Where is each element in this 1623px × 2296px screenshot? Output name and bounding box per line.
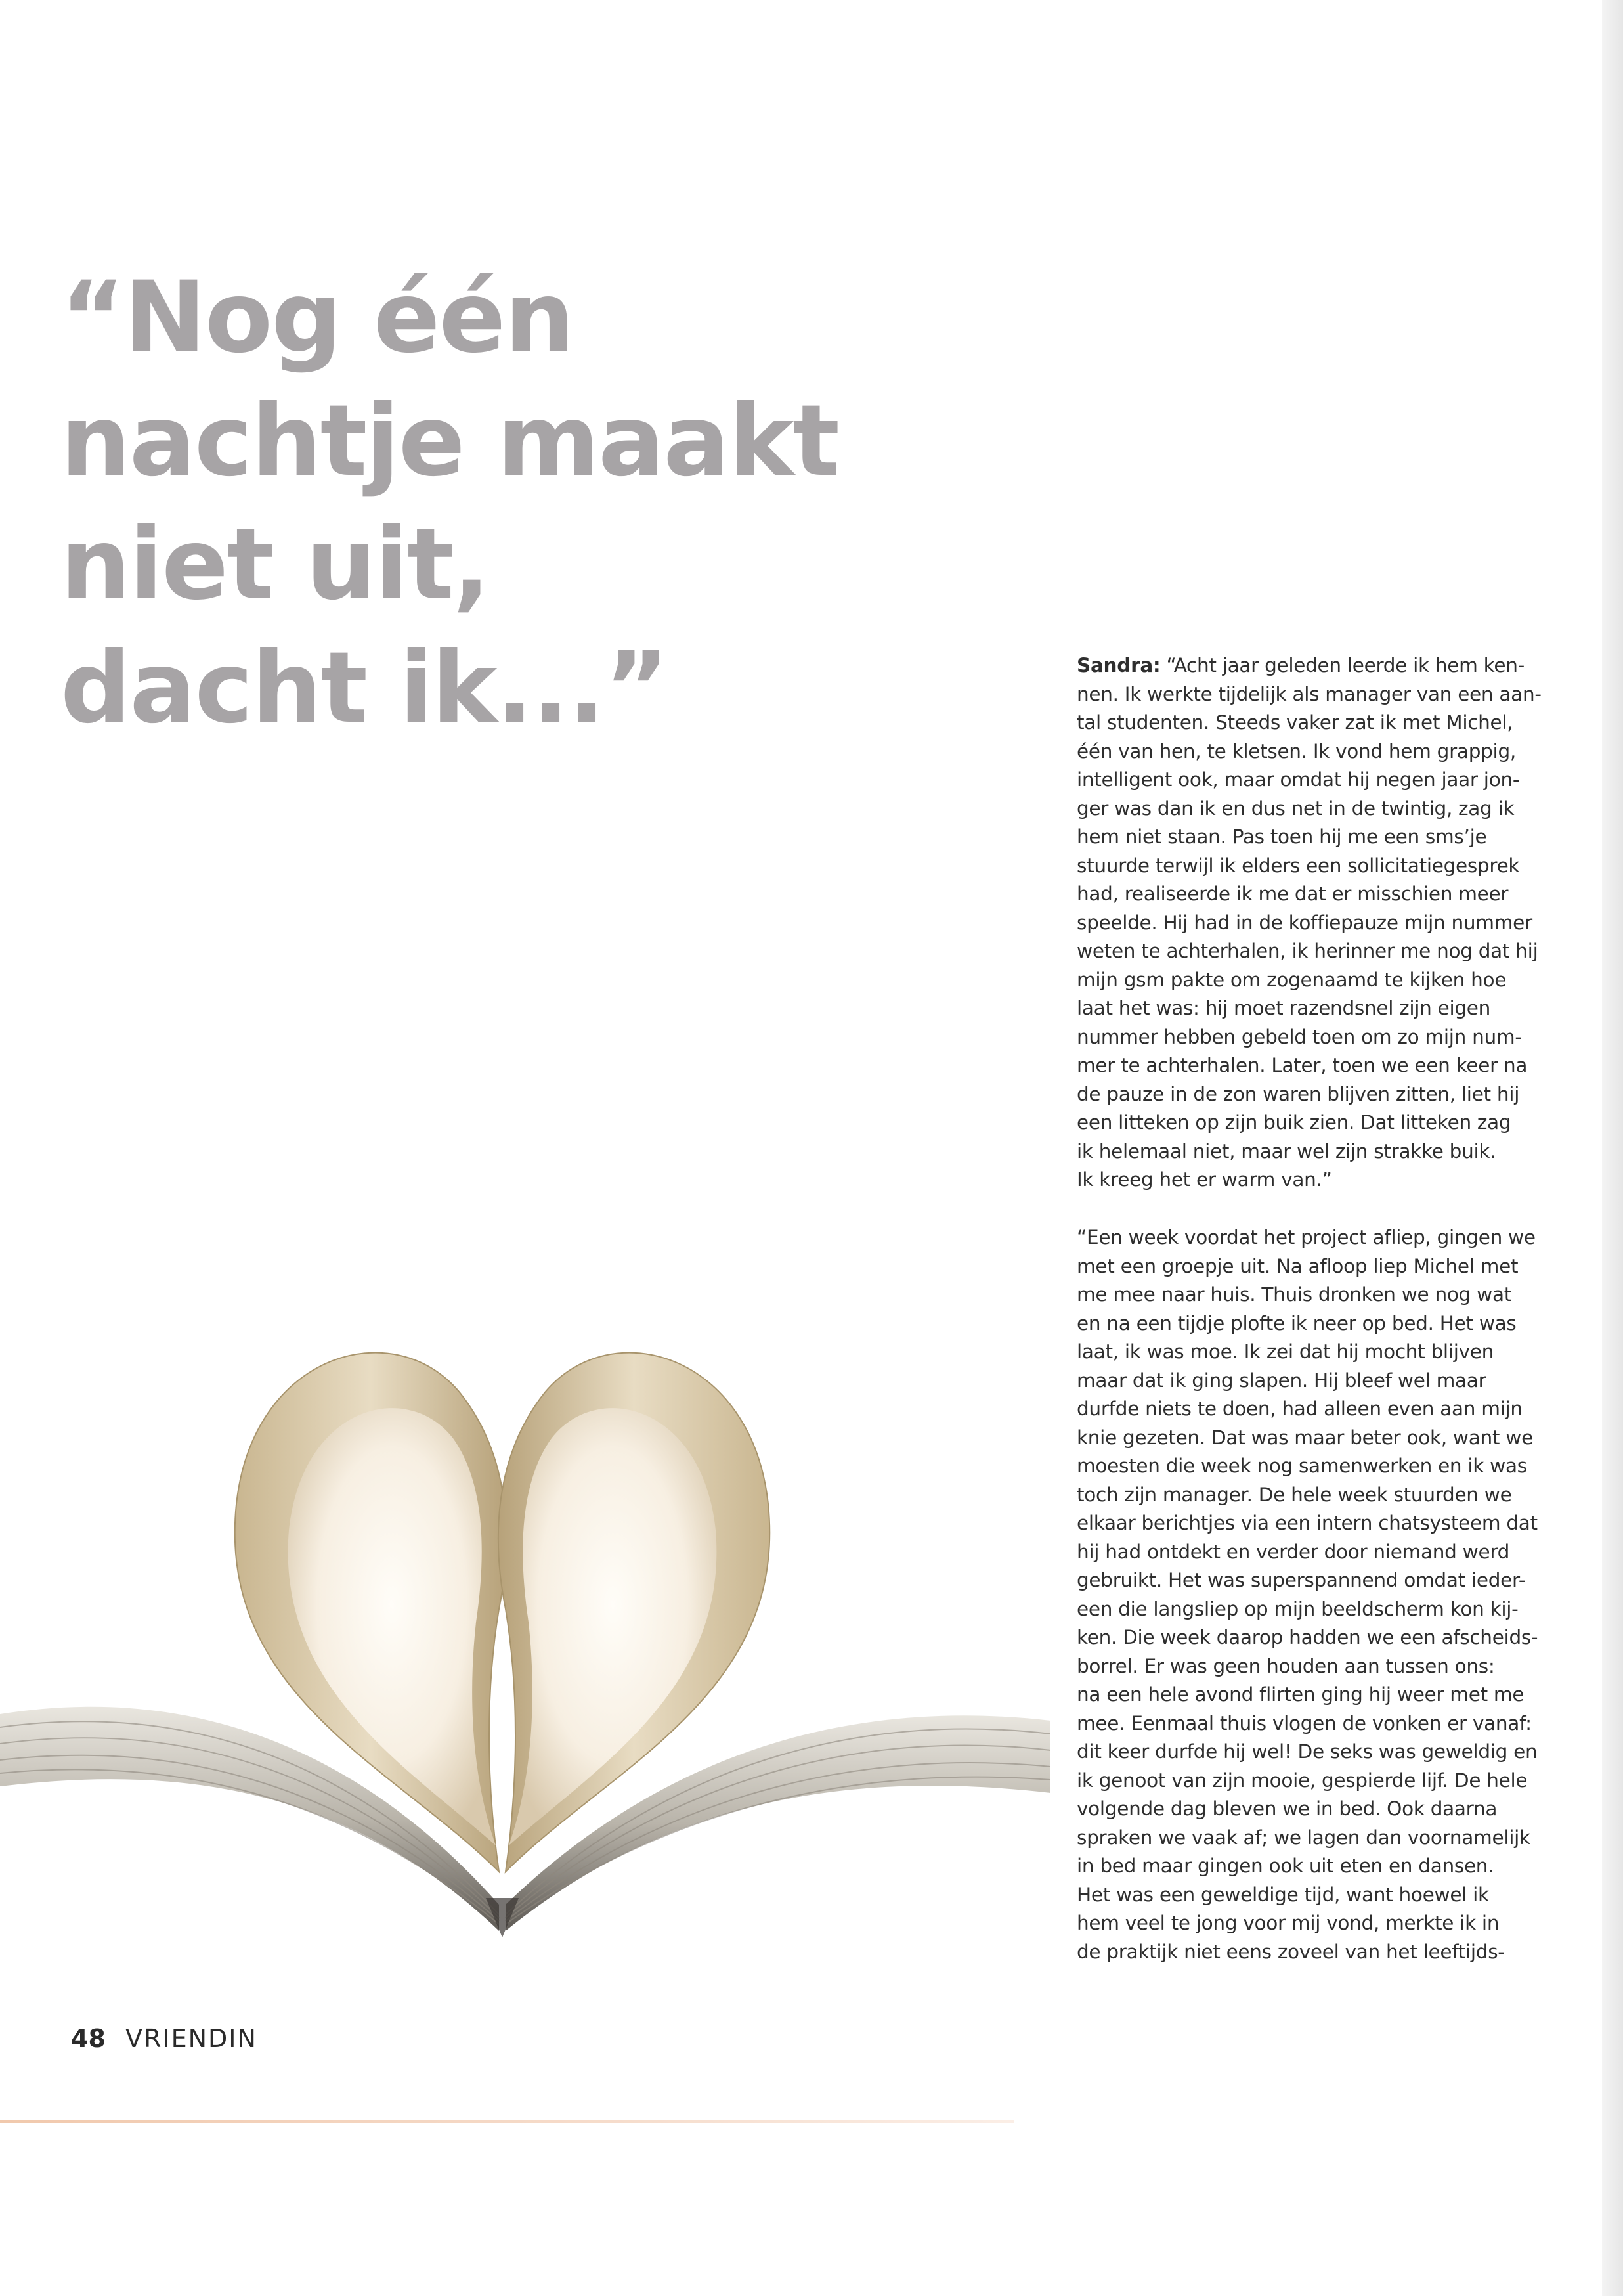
magazine-name: VRIENDIN [125,2024,257,2053]
article-line-text: “Acht jaar geleden leerde ik hem ken- [1160,654,1525,676]
headline-line: nachtje maakt [60,384,838,498]
article-line: de pauze in de zon waren blijven zitten, liet hij [1077,1082,1520,1105]
article-line: hij had ontdekt en verder door niemand werd [1077,1540,1510,1563]
headline-line: “Nog één [60,261,574,375]
article-line: elkaar berichtjes via een intern chatsysteem dat [1077,1512,1538,1534]
article-line: één van hen, te kletsen. Ik vond hem grappig, [1077,740,1516,762]
article-line: weten te achterhalen, ik herinner me nog dat hij [1077,940,1538,962]
article-line: hem veel te jong voor mij vond, merkte ik in [1077,1912,1500,1934]
article-line: toch zijn manager. De hele week stuurden we [1077,1483,1512,1506]
article-line: ik genoot van zijn mooie, gespierde lijf. De hele [1077,1769,1528,1792]
article-line: Het was een geweldige tijd, want hoewel ik [1077,1883,1489,1906]
article-line: intelligent ook, maar omdat hij negen jaar jon- [1077,768,1520,791]
article-line: de praktijk niet eens zoveel van het leeftijds- [1077,1940,1505,1963]
headline-line: niet uit, [60,508,489,622]
article-column-intro [1077,651,1542,1195]
article-line: maar dat ik ging slapen. Hij bleef wel maar [1077,1369,1486,1392]
article-line: spraken we vaak af; we lagen dan voornamelijk [1077,1826,1530,1849]
article-line: gebruikt. Het was superspannend omdat ieder- [1077,1569,1526,1591]
article-line [1077,651,1530,680]
article-line: tal studenten. Steeds vaker zat ik met Michel, [1077,711,1513,734]
article-line: borrel. Er was geen houden aan tussen ons: [1077,1654,1495,1677]
article-line: knie gezeten. Dat was maar beter ook, want we [1077,1426,1533,1449]
article-line: had, realiseerde ik me dat er misschien meer [1077,883,1509,905]
page-footer [71,2024,257,2053]
headline-line: dacht ik...” [60,631,668,745]
pull-quote-headline [60,256,914,750]
article-line: ik helemaal niet, maar wel zijn strakke buik. [1077,1139,1496,1162]
article-line: hem niet staan. Pas toen hij me een sms’je [1077,826,1487,848]
article-line: moesten die week nog samenwerken en ik was [1077,1455,1527,1477]
article-line: ger was dan ik en dus net in de twintig, zag ik [1077,797,1515,820]
article-line: Ik kreeg het er warm van.” [1077,1168,1332,1191]
article-line: mijn gsm pakte om zogenaamd te kijken hoe [1077,968,1507,991]
article-line: nummer hebben gebeld toen om zo mijn num- [1077,1025,1522,1048]
article-line: mee. Eenmaal thuis vlogen de vonken er vanaf: [1077,1711,1532,1734]
article-column-continued [1077,1224,1538,1966]
article-line: “Een week voordat het project afliep, gingen we [1077,1226,1536,1248]
accent-rule [0,2120,1014,2123]
article-line: laat, ik was moe. Ik zei dat hij mocht blijven [1077,1340,1494,1363]
article-line: een die langsliep op mijn beeldscherm kon kij- [1077,1597,1519,1620]
article-line: een litteken op zijn buik zien. Dat litteken zag [1077,1111,1511,1134]
page-edge-shadow [1602,0,1623,2296]
article-line: met een groepje uit. Na afloop liep Michel met [1077,1254,1519,1277]
article-line: nen. Ik werkte tijdelijk als manager van een aan- [1077,682,1542,705]
article-line: mer te achterhalen. Later, toen we een keer na [1077,1054,1528,1076]
article-line: me mee naar huis. Thuis dronken we nog wat [1077,1283,1511,1306]
article-line: na een hele avond flirten ging hij weer met me [1077,1683,1525,1706]
book-heart-photo [0,1268,1050,1957]
article-line: dit keer durfde hij wel! De seks was geweldig en [1077,1740,1538,1763]
page-number: 48 [71,2024,106,2053]
article-line: en na een tijdje plofte ik neer op bed. Het was [1077,1312,1517,1335]
speaker-label: Sandra: [1077,654,1161,676]
article-line: in bed maar gingen ook uit eten en dansen. [1077,1855,1494,1877]
article-line: speelde. Hij had in de koffiepauze mijn nummer [1077,911,1532,934]
article-line: ken. Die week daarop hadden we een afscheids- [1077,1626,1538,1648]
article-line: laat het was: hij moet razendsnel zijn eigen [1077,997,1491,1019]
article-line: volgende dag bleven we in bed. Ook daarna [1077,1798,1498,1820]
article-line: stuurde terwijl ik elders een sollicitatiegesprek [1077,854,1520,877]
article-line: durfde niets te doen, had alleen even aan mijn [1077,1398,1523,1420]
